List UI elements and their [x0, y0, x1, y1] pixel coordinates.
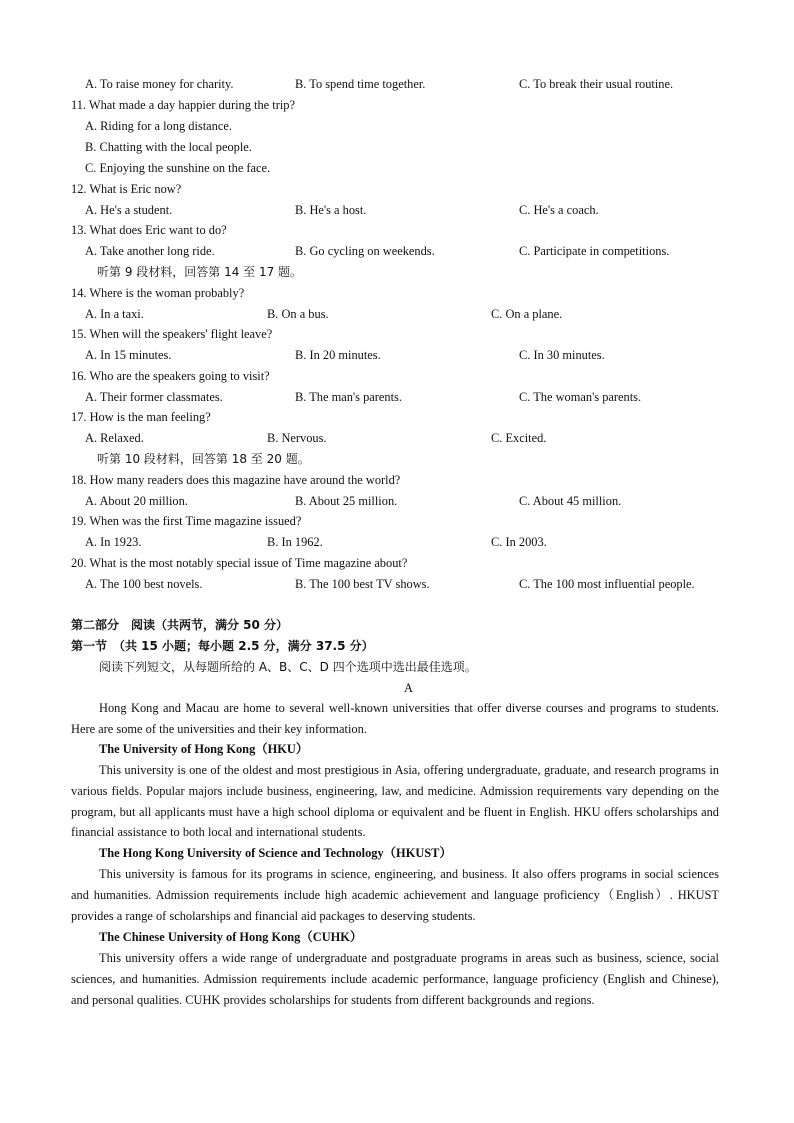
q13-option-c: C. Participate in competitions.: [519, 244, 670, 258]
q13-options: [0, 241, 794, 261]
question-text: 17. How is the man feeling?: [71, 410, 211, 424]
q19-options: [0, 532, 794, 552]
q14-question: [0, 283, 794, 303]
passage-label: [0, 678, 794, 698]
q17-option-c: C. Excited.: [491, 431, 547, 445]
q18-option-b: B. About 25 million.: [295, 494, 398, 508]
cuhk-paragraph: This university offers a wide range of undergraduate and postgraduate programs in areas such as business, science, social sciences, and humanities. Admission requirements include academic performance, language proficiency (English and Chinese), and personal qualities. CUHK provides scholarships for students from different backgrounds and regions.: [71, 951, 719, 1007]
option-text: C. Enjoying the sunshine on the face.: [85, 161, 271, 175]
q16-option-c: C. The woman's parents.: [519, 390, 642, 404]
q19-option-b: B. In 1962.: [267, 535, 323, 549]
q12-option-b: B. He's a host.: [295, 203, 367, 217]
hkust-paragraph: This university is famous for its programs in science, engineering, and business. It also offers programs in social sciences and humanities. Admission requirements include high academic achievement and language proficiency（English）. HKUST provides a range of scholarships and financial aid packages to deserving students.: [71, 867, 719, 923]
q16-options: [0, 387, 794, 407]
part-two-title: [0, 615, 794, 635]
instruction-text: 听第 10 段材料，回答第 18 至 20 题。: [97, 452, 310, 466]
q14-option-b: B. On a bus.: [267, 307, 329, 321]
question-text: 11. What made a day happier during the trip?: [71, 98, 295, 112]
heading-text: The Hong Kong University of Science and Technology（HKUST）: [99, 846, 452, 860]
q16-option-a: A. Their former classmates.: [85, 390, 223, 404]
q14-option-c: C. On a plane.: [491, 307, 563, 321]
q13-question: [0, 220, 794, 240]
question-text: 12. What is Eric now?: [71, 182, 182, 196]
q15-option-a: A. In 15 minutes.: [85, 348, 172, 362]
q18-question: [0, 470, 794, 490]
question-text: 16. Who are the speakers going to visit?: [71, 369, 270, 383]
section-10-instruction: [0, 449, 794, 469]
q12-options: [0, 200, 794, 220]
q19-question: [0, 511, 794, 531]
q12-option-a: A. He's a student.: [85, 203, 173, 217]
hku-paragraph: This university is one of the oldest and most prestigious in Asia, offering undergraduate, graduate, and research programs in various fields. Popular majors include business, engineering, law, and medicine. Admission requirements vary depending on the program, but all applicants must have a high school diploma or equivalent and be fluent in English. HKU offers scholarships and financial assistance to both local and international students.: [71, 763, 719, 840]
q20-option-a: A. The 100 best novels.: [85, 577, 203, 591]
q12-option-c: C. He's a coach.: [519, 203, 599, 217]
q14-option-a: A. In a taxi.: [85, 307, 144, 321]
question-text: 19. When was the first Time magazine issued?: [71, 514, 302, 528]
question-text: 14. Where is the woman probably?: [71, 286, 245, 300]
heading-text: The Chinese University of Hong Kong（CUHK）: [99, 930, 363, 944]
q11-option-a: [0, 116, 794, 136]
q11-question: [0, 95, 794, 115]
q15-question: [0, 324, 794, 344]
q16-option-b: B. The man's parents.: [295, 390, 402, 404]
section-9-instruction: [0, 262, 794, 282]
q11-option-c: [0, 158, 794, 178]
q16-question: [0, 366, 794, 386]
q20-option-c: C. The 100 most influential people.: [519, 577, 695, 591]
q13-option-a: A. Take another long ride.: [85, 244, 215, 258]
q15-option-b: B. In 20 minutes.: [295, 348, 381, 362]
part-title-text: 第二部分 阅读（共两节，满分 50 分）: [71, 618, 289, 632]
hkust-heading: [0, 843, 794, 863]
q19-option-a: A. In 1923.: [85, 535, 142, 549]
q15-options: [0, 345, 794, 365]
intro-paragraph: Hong Kong and Macau are home to several well-known universities that offer diverse courses and programs to students. Here are some of the universities and their key information.: [71, 701, 719, 736]
heading-text: The University of Hong Kong（HKU）: [99, 742, 309, 756]
q14-options: [0, 304, 794, 324]
q20-question: [0, 553, 794, 573]
q15-option-c: C. In 30 minutes.: [519, 348, 605, 362]
reading-instruction: [0, 657, 794, 677]
q18-option-a: A. About 20 million.: [85, 494, 188, 508]
q10-option-c: C. To break their usual routine.: [519, 77, 674, 91]
question-text: 13. What does Eric want to do?: [71, 223, 227, 237]
q20-option-b: B. The 100 best TV shows.: [295, 577, 430, 591]
cuhk-heading: [0, 927, 794, 947]
q10-option-a: A. To raise money for charity.: [85, 77, 234, 91]
q18-options: [0, 491, 794, 511]
question-text: 18. How many readers does this magazine have around the world?: [71, 473, 401, 487]
option-text: B. Chatting with the local people.: [85, 140, 252, 154]
passage-label-text: A: [404, 681, 413, 695]
q12-question: [0, 179, 794, 199]
q11-option-b: [0, 137, 794, 157]
question-text: 20. What is the most notably special issue of Time magazine about?: [71, 556, 408, 570]
instruction-text: 阅读下列短文，从每题所给的 A、B、C、D 四个选项中选出最佳选项。: [99, 660, 477, 674]
hku-heading: [0, 739, 794, 759]
q20-options: [0, 574, 794, 594]
q17-option-b: B. Nervous.: [267, 431, 327, 445]
q10-options: [0, 74, 794, 94]
q19-option-c: C. In 2003.: [491, 535, 547, 549]
q10-option-b: B. To spend time together.: [295, 77, 426, 91]
q17-option-a: A. Relaxed.: [85, 431, 144, 445]
q18-option-c: C. About 45 million.: [519, 494, 622, 508]
q13-option-b: B. Go cycling on weekends.: [295, 244, 435, 258]
section-one-title: [0, 636, 794, 656]
section-title-text: 第一节 （共 15 小题；每小题 2.5 分，满分 37.5 分）: [71, 639, 374, 653]
q17-question: [0, 407, 794, 427]
q17-options: [0, 428, 794, 448]
question-text: 15. When will the speakers' flight leave?: [71, 327, 273, 341]
option-text: A. Riding for a long distance.: [85, 119, 232, 133]
instruction-text: 听第 9 段材料，回答第 14 至 17 题。: [97, 265, 303, 279]
